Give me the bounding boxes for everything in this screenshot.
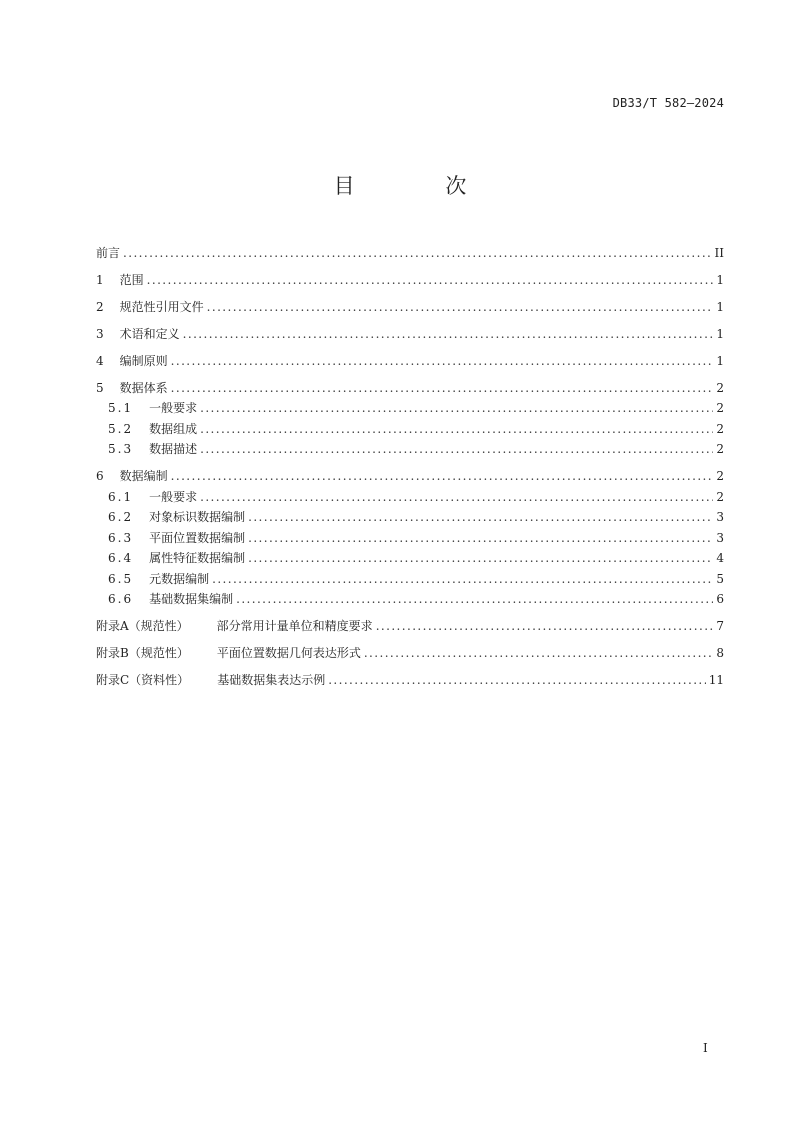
toc-entry-title: 对象标识数据编制 — [149, 510, 246, 524]
toc-entry-number: 6.3 — [108, 530, 134, 545]
toc-entry[interactable] — [96, 589, 724, 610]
toc-entry-title: 数据编制 — [119, 469, 168, 483]
toc-entry-title: 平面位置数据几何表达形式 — [216, 646, 361, 660]
toc-entry-page: 1 — [716, 353, 724, 368]
toc-dot-leader — [248, 528, 713, 548]
toc-title: 目 次 — [333, 174, 509, 198]
table-of-contents — [96, 242, 724, 690]
toc-entry-title: 前言 — [96, 245, 121, 260]
toc-entry-title: 编制原则 — [119, 353, 168, 368]
toc-dot-leader — [212, 569, 713, 589]
toc-entry-page: 1 — [716, 326, 724, 341]
toc-entry-title: 一般要求 — [149, 401, 198, 415]
toc-entry[interactable] — [96, 296, 724, 317]
toc-dot-leader — [328, 670, 706, 690]
toc-entry-title: 数据体系 — [119, 380, 168, 395]
document-code: DB33/T 582—2024 — [612, 96, 724, 110]
toc-entry-page: 2 — [716, 469, 724, 483]
toc-entry-number: 附录B（规范性） — [96, 646, 189, 660]
toc-entry-page: II — [714, 245, 724, 260]
toc-entry-page: 1 — [716, 299, 724, 314]
toc-entry[interactable] — [96, 269, 724, 290]
toc-entry[interactable] — [96, 350, 724, 371]
toc-entry[interactable] — [96, 643, 724, 664]
toc-entry[interactable] — [96, 527, 724, 548]
toc-entry-page: 4 — [716, 551, 724, 565]
toc-entry-number: 6.6 — [108, 592, 134, 606]
toc-dot-leader — [123, 243, 712, 263]
toc-entry-title: 数据组成 — [149, 421, 198, 436]
toc-entry-number: 3 — [96, 326, 104, 341]
toc-dot-leader — [183, 324, 713, 344]
toc-dot-leader — [200, 398, 713, 418]
toc-entry-number: 6.1 — [108, 489, 134, 504]
toc-entry[interactable] — [96, 486, 724, 507]
toc-entry[interactable] — [96, 418, 724, 439]
toc-entry-number: 6.2 — [108, 510, 134, 524]
toc-entry-number: 5.3 — [108, 442, 134, 456]
toc-entry-number: 6.5 — [108, 571, 134, 586]
toc-dot-leader — [248, 507, 713, 527]
toc-entry-title: 基础数据集表达示例 — [217, 673, 326, 687]
toc-entry-page: 8 — [716, 646, 724, 660]
toc-entry-number: 附录C（资料性） — [96, 673, 190, 687]
toc-entry-page: 2 — [716, 380, 724, 395]
toc-entry-title: 属性特征数据编制 — [149, 551, 246, 565]
toc-entry-number: 5 — [96, 380, 104, 395]
toc-entry-page: 2 — [716, 489, 724, 504]
toc-entry-title: 规范性引用文件 — [119, 299, 204, 314]
toc-dot-leader — [236, 589, 713, 609]
footer-page-number: I — [703, 1041, 708, 1055]
toc-entry[interactable] — [96, 507, 724, 528]
toc-entry[interactable] — [96, 466, 724, 487]
toc-entry-page: 2 — [716, 442, 724, 456]
toc-entry-page: 1 — [716, 272, 724, 287]
toc-entry-title: 基础数据集编制 — [149, 592, 234, 606]
toc-entry-title: 数据描述 — [149, 442, 198, 456]
toc-entry-title: 一般要求 — [149, 489, 198, 504]
toc-entry-page: 6 — [716, 592, 724, 606]
toc-dot-leader — [171, 378, 713, 398]
toc-dot-leader — [147, 270, 713, 290]
toc-entry[interactable] — [96, 548, 724, 569]
toc-entry-number: 1 — [96, 272, 104, 287]
toc-entry-number: 2 — [96, 299, 104, 314]
toc-dot-leader — [200, 419, 713, 439]
toc-entry[interactable] — [96, 242, 724, 263]
toc-dot-leader — [200, 487, 713, 507]
toc-dot-leader — [200, 439, 713, 459]
toc-entry[interactable] — [96, 670, 724, 691]
toc-entry-page: 2 — [716, 401, 724, 415]
toc-entry-number: 附录A（规范性） — [96, 619, 189, 633]
toc-entry-page: 7 — [716, 619, 724, 633]
toc-entry-title: 范围 — [119, 272, 144, 287]
toc-entry[interactable] — [96, 323, 724, 344]
toc-entry-page: 3 — [716, 530, 724, 545]
toc-entry-page: 3 — [716, 510, 724, 524]
toc-entry[interactable] — [96, 398, 724, 419]
toc-entry-number: 6 — [96, 469, 104, 483]
toc-entry-number: 6.4 — [108, 551, 134, 565]
toc-dot-leader — [248, 548, 713, 568]
toc-entry[interactable] — [96, 568, 724, 589]
toc-dot-leader — [364, 643, 713, 663]
toc-entry-number: 5.1 — [108, 401, 134, 415]
toc-entry[interactable] — [96, 377, 724, 398]
toc-entry[interactable] — [96, 616, 724, 637]
toc-dot-leader — [207, 297, 713, 317]
toc-entry-title: 元数据编制 — [149, 571, 210, 586]
toc-entry[interactable] — [96, 439, 724, 460]
toc-dot-leader — [171, 466, 713, 486]
toc-entry-number: 4 — [96, 353, 104, 368]
toc-dot-leader — [376, 616, 713, 636]
toc-entry-page: 5 — [716, 571, 724, 586]
toc-entry-page: 11 — [708, 673, 724, 687]
toc-entry-title: 平面位置数据编制 — [149, 530, 246, 545]
toc-entry-page: 2 — [716, 421, 724, 436]
toc-entry-title: 术语和定义 — [119, 326, 180, 341]
toc-dot-leader — [171, 351, 713, 371]
toc-entry-number: 5.2 — [108, 421, 134, 436]
toc-entry-title: 部分常用计量单位和精度要求 — [216, 619, 373, 633]
